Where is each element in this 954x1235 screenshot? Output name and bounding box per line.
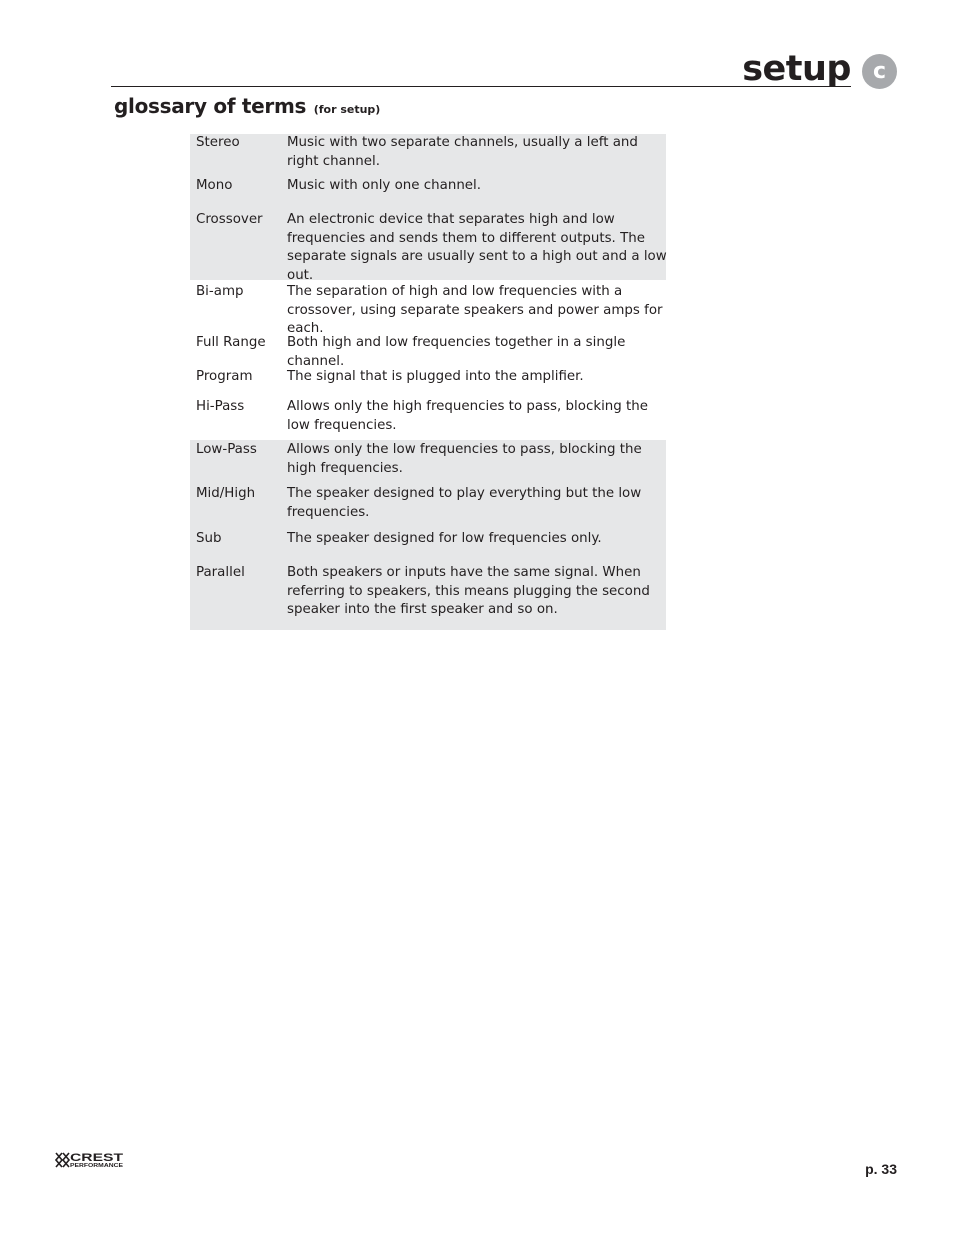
glossary-definition: Both speakers or inputs have the same signal. When referring to speakers, this means plugging the second speaker into the first speaker and so on.: [287, 565, 650, 617]
glossary-term: Bi-amp: [196, 284, 244, 299]
glossary-definition: Allows only the high frequencies to pass, blocking the low frequencies.: [287, 399, 649, 433]
glossary-term: Full Range: [196, 335, 266, 350]
section-letter-badge: c: [862, 54, 897, 89]
glossary-term: Stereo: [196, 135, 240, 150]
crest-logo: [55, 1151, 125, 1174]
section-title: setup: [742, 49, 851, 89]
logo-wordmark: CREST: [70, 1152, 124, 1164]
glossary-term: Parallel: [196, 565, 245, 580]
page-title-main: glossary of terms: [114, 94, 307, 118]
glossary-term: Hi-Pass: [196, 399, 245, 414]
page-number: p. 33: [865, 1161, 897, 1177]
page-title: [114, 94, 380, 118]
glossary-term: Sub: [196, 531, 222, 546]
glossary-term: Program: [196, 369, 253, 384]
glossary-term: Crossover: [196, 212, 263, 227]
glossary-definition: Music with only one channel.: [287, 178, 482, 193]
crest-logo-icon: [55, 1151, 125, 1169]
logo-subtext: PERFORMANCE: [70, 1163, 124, 1169]
glossary-definition: The speaker designed for low frequencies only.: [287, 531, 602, 546]
glossary-definition: The separation of high and low frequencies with a crossover, using separate speakers and power amps for each.: [287, 284, 663, 336]
glossary-definition: The speaker designed to play everything but the low frequencies.: [287, 486, 642, 520]
glossary-definition: The signal that is plugged into the amplifier.: [287, 369, 584, 384]
header-rule: [111, 86, 851, 87]
glossary-definition: An electronic device that separates high and low frequencies and sends them to different outputs. The separate signals are usually sent to a high out and a low out.: [287, 212, 667, 283]
glossary-definition: Music with two separate channels, usually a left and right channel.: [287, 135, 638, 169]
glossary-term: Mid/High: [196, 486, 256, 501]
glossary-definition: Allows only the low frequencies to pass, blocking the high frequencies.: [287, 442, 642, 476]
glossary-term: Low-Pass: [196, 442, 257, 457]
glossary-term: Mono: [196, 178, 233, 193]
page-title-sub: (for setup): [313, 103, 381, 116]
glossary-definition: Both high and low frequencies together in a single channel.: [287, 335, 626, 369]
